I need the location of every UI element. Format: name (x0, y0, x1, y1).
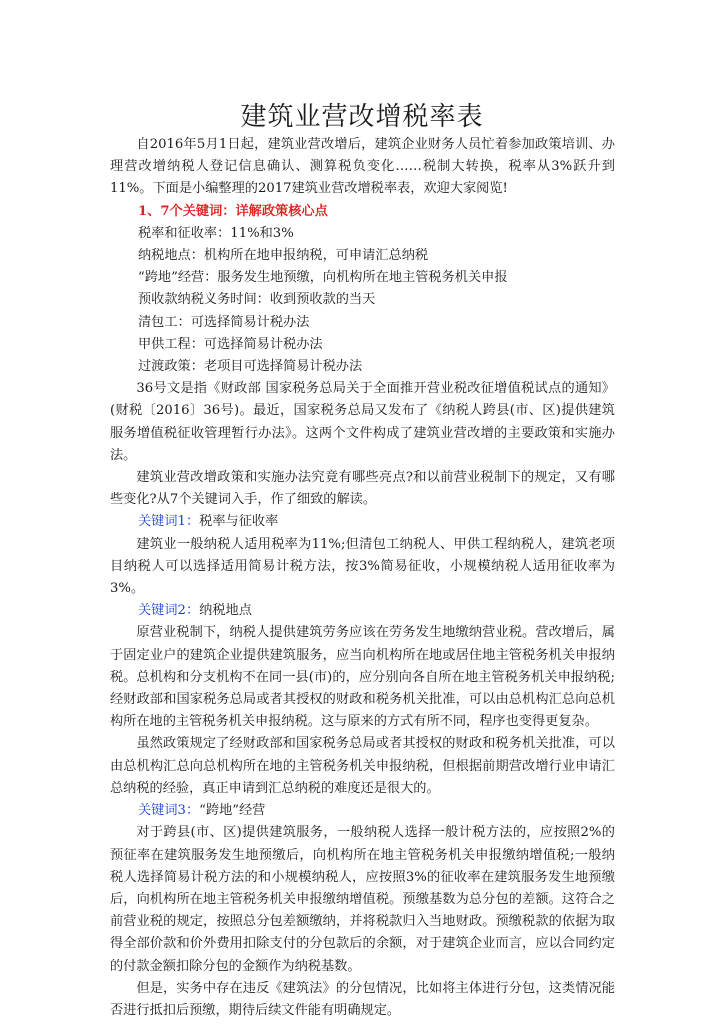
summary-line-5: 清包工：可选择简易计税办法 (138, 314, 310, 330)
keyword-3-name: “跨地”经营 (199, 803, 266, 819)
keyword-1-heading (110, 511, 615, 533)
keyword-2-paragraph-1: 原营业税制下，纳税人提供建筑劳务应该在劳务发生地缴纳营业税。营改增后，属于固定业户的建筑企业提供建筑服务，应当向机构所在地或居住地主管税务机关申报纳税。总机构和分支机构不在同一县(市)的，应分别向各自所在地主管税务机关申报纳税;经财政部和国家税务总局或者其授权的财政和税务机关批准，可以由总机构汇总向总机构所在地的主管税务机关申报纳税。这与原来的方式有所不同，程序也变得更复杂。 (110, 625, 615, 730)
keyword-2-label: 关键词2： (138, 603, 200, 619)
document-body (110, 134, 615, 1022)
intro-paragraph: 自2016年5月1日起，建筑业营改增后，建筑企业财务人员忙着参加政策培训、办理营改增纳税人登记信息确认、测算税负变化……税制大转换，税率从3%跃升到11%。下面是小编整理的2017建筑业营改增税率表，欢迎大家阅览! (110, 137, 615, 197)
keyword-2-paragraph-2: 虽然政策规定了经财政部和国家税务总局或者其授权的财政和税务机关批准，可以由总机构汇总向总机构所在地的主管税务机关申报纳税，但根据前期营改增行业申请汇总纳税的经验，真正申请到汇总纳税的难度还是很大的。 (110, 736, 615, 796)
keyword-3-label: 关键词3： (138, 803, 200, 819)
keyword-3-paragraph-1: 对于跨县(市、区)提供建筑服务，一般纳税人选择一般计税方法的，应按照2%的预征率在建筑服务发生地预缴后，向机构所在地主管税务机关申报缴纳增值税;一般纳税人选择简易计税方法的和小规模纳税人，应按照3%的征收率在建筑服务发生地预缴后，向机构所在地主管税务机关申报缴纳增值税。预缴基数为总分包的差额。这符合之前营业税的规定，按照总分包差额缴纳，并将税款归入当地财政。预缴税款的依据为取得全部价款和价外费用扣除支付的分包款后的余额，对于建筑企业而言，应以合同约定的付款金额扣除分包的金额作为纳税基数。 (110, 825, 615, 974)
keyword-2-heading (110, 600, 615, 622)
summary-line-3: “跨地”经营：服务发生地预缴，向机构所在地主管税务机关申报 (138, 270, 508, 286)
section-heading: 1、7个关键词：详解政策核心点 (138, 203, 328, 219)
keyword-3-heading (110, 800, 615, 822)
summary-line-6: 甲供工程：可选择简易计税办法 (138, 336, 323, 352)
paragraph-question: 建筑业营改增政策和实施办法究竟有哪些亮点?和以前营业税制下的规定，又有哪些变化?从7个关键词入手，作了细致的解读。 (110, 470, 615, 508)
keyword-1-label: 关键词1： (138, 514, 200, 530)
page-title: 建筑业营改增税率表 (240, 102, 484, 132)
paragraph-36-doc: 36号文是指《财政部 国家税务总局关于全面推开营业税改征增值税试点的通知》(财税〔2016〕36号)。最近，国家税务总局又发布了《纳税人跨县(市、区)提供建筑服务增值税征收管理暂行办法》。这两个文件构成了建筑业营改增的主要政策和实施办法。 (110, 381, 615, 463)
summary-line-7: 过渡政策：老项目可选择简易计税办法 (138, 359, 363, 375)
summary-line-1: 税率和征收率：11%和3% (138, 225, 294, 241)
keyword-3-paragraph-2: 但是，实务中存在违反《建筑法》的分包情况，比如将主体进行分包，这类情况能否进行抵扣后预缴，期待后续文件能有明确规定。 (110, 980, 615, 1018)
keyword-1-paragraph: 建筑业一般纳税人适用税率为11%;但清包工纳税人、甲供工程纳税人，建筑老项目纳税人可以选择适用简易计税方法，按3%简易征收，小规模纳税人适用征收率为3%。 (110, 536, 615, 597)
keyword-1-name: 税率与征收率 (199, 514, 279, 530)
summary-line-2: 纳税地点：机构所在地申报纳税，可申请汇总纳税 (138, 248, 429, 264)
summary-line-4: 预收款纳税义务时间：收到预收款的当天 (138, 292, 376, 308)
keyword-2-name: 纳税地点 (199, 603, 252, 619)
